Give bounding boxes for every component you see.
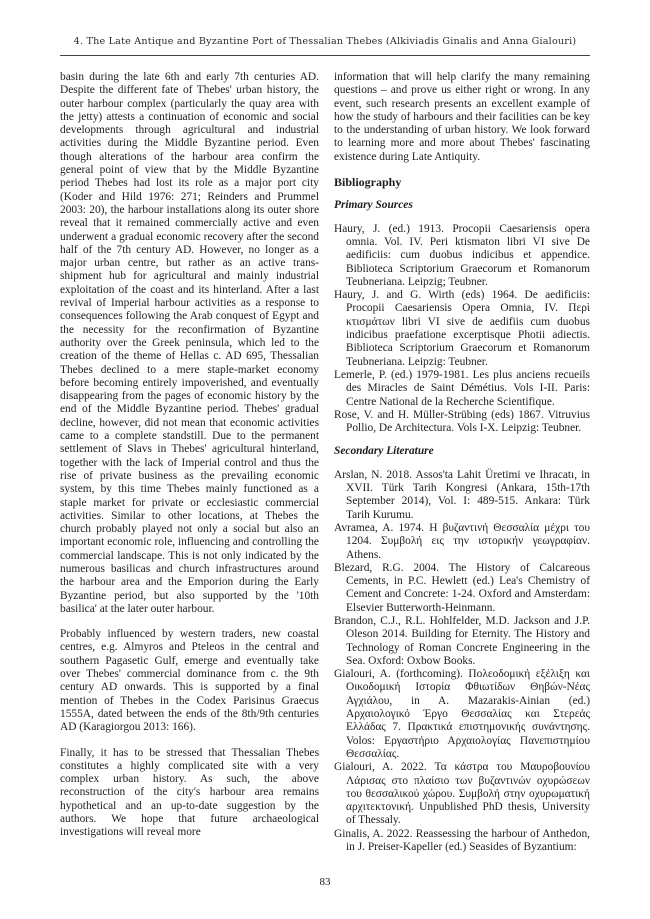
- reference-entry: Avramea, A. 1974. Η βυζαντινή Θεσσαλία μέχρι του 1204. Συμβολή εις την ιστορικήν γεωγραφίαν. Athens.: [334, 521, 590, 561]
- body-paragraph: Finally, it has to be stressed that Thessalian Thebes constitutes a highly complicated site with a very complex urban history. As such, the above reconstruction of the city's harbour area remains hypothetical and an up-to-date suggestion by the authors. We hope that future archaeological investigations will reveal more: [60, 746, 319, 839]
- reference-entry: Arslan, N. 2018. Assos'ta Lahit Üretimi ve Ihracatı, in XVII. Türk Tarih Kongresi (Ankara, 15th-17th September 2014), Vol. I: 489-515. Ankara: Türk Tarih Kurumu.: [334, 468, 590, 521]
- reference-entry: Ginalis, A. 2022. Reassessing the harbour of Anthedon, in J. Preiser-Kapeller (ed.) Seasides of Byzantium:: [334, 827, 590, 854]
- reference-entry: Lemerle, P. (ed.) 1979-1981. Les plus anciens recueils des Miracles de Saint Démétius. Vols I-II. Paris: Centre National de la Recherche Scientifique.: [334, 368, 590, 408]
- running-header: 4. The Late Antique and Byzantine Port of Thessalian Thebes (Alkiviadis Ginalis and Anna Gialouri): [73, 36, 577, 47]
- secondary-literature-heading: Secondary Literature: [334, 445, 434, 458]
- bibliography-heading: Bibliography: [334, 175, 402, 190]
- reference-entry: Haury, J. (ed.) 1913. Procopii Caesariensis opera omnia. Vol. IV. Peri ktismaton libri VI sive De aedificiis: cum duobus indicibus et appendice. Biblioteca Scriptorium Graecorum et Romanorum Teubneriana. Leipzig; Teubner.: [334, 222, 590, 288]
- primary-sources-heading: Primary Sources: [334, 199, 413, 212]
- body-paragraph: information that will help clarify the many remaining questions – and prove us either right or wrong. In any event, such research presents an excellent example of how the study of harbours and their facilities can be key to the understanding of urban history. We look forward to learning more and more about Thebes' fascinating existence during Late Antiquity.: [334, 71, 590, 163]
- page-number: 83: [319, 876, 331, 888]
- left-column: [60, 71, 319, 840]
- secondary-literature-list: [334, 469, 590, 855]
- body-paragraph: basin during the late 6th and early 7th centuries AD. Despite the different fate of Thebes' urban history, the outer harbour complex (particularly the quay area with the jetty) attests a continuation of economic and social developments through agricultural and industrial activities during the Middle Byzantine period. Even though alterations of the harbour area confirm the general point of view that by the Middle Byzantine period Thebes had lost its role as a major port city (Koder and Hild 1976: 271; Reinders and Prummel 2003: 20), the harbour installations along its outer shore reveal that it remained commercially active and even underwent a gradual economic recovery after the second half of the 7th century AD. However, no longer as a major urban centre, but rather as an active trans-shipment hub for agricultural and mainly industrial exploitation of the coast and its hinterland. After a last revival of Imperial harbour activities as a response to consequences following the Arab conquest of Egypt and the necessity for the reconfirmation of Byzantine authority over the Greek peninsula, which led to the creation of the theme of Hellas c. AD 695, Thessalian Thebes declined to a mere staple-market economy before becoming entirely impoverished, and eventually disappearing from the pages of economic history by the end of the Middle Byzantine period. Thebes' gradual decline, however, did not mean that economic activities came to a complete standstill. Due to the permanent settlement of Slavs in Thebes' agricultural hinterland, together with the lack of Imperial control and thus the rise of private business as the prevailing economic system, by this time Thebes mainly functioned as a staple market for private or ecclesiastic commercial activities. Similar to other locations, at Thebes the church probably played not only a social but also an important economic role, influencing and controlling the commercial landscape. This is not only indicated by the numerous basilicas and church infrastructures around the harbour area and the Emporion during the Early Byzantine period, but also supported by the '10th basilica' at the later outer harbour.: [60, 71, 319, 615]
- right-column: [334, 71, 590, 864]
- reference-entry: Gialouri, A. (forthcoming). Πολεοδομική εξέλιξη και Οικοδομική Ιστορία Φθιωτίδων Θηβών-Νέας Αγχιάλου, in A. Mazarakis-Ainian (ed.) Αρχαιολογικό Έργο Θεσσαλίας και Στερεάς Ελλάδας 7. Πρακτικά επιστημονικής συνάντησης. Volos: Εργαστήριο Αρχαιολογίας Πανεπιστημίου Θεσσαλίας.: [334, 668, 590, 760]
- reference-entry: Haury, J. and G. Wirth (eds) 1964. De aedificiis: Procopii Caesariensis Opera Omnia, IV. Περὶ κτισμάτων libri VI sive de aedifiis cum duobus indicibus praefatione excerptisque Photii adiectis. Biblioteca Scriptorium Graecorum et Romanorum Teubneriana. Leipzig: Teubner.: [334, 289, 590, 368]
- body-paragraph: Probably influenced by western traders, new coastal centres, e.g. Almyros and Pteleos in the central and southern Pagasetic Gulf, emerge and eventually take over Thebes' commercial dominance from c. the 9th century AD onwards. This is supported by a final mention of Thebes in the Codex Parisinus Graecus 1555A, dated between the ends of the 8th/9th centuries AD (Karagiorgou 2013: 166).: [60, 628, 319, 734]
- reference-entry: Rose, V. and H. Müller-Strübing (eds) 1867. Vitruvius Pollio, De Architectura. Vols I-X. Leipzig: Teubner.: [334, 408, 590, 435]
- reference-entry: Blezard, R.G. 2004. The History of Calcareous Cements, in P.C. Hewlett (ed.) Lea's Chemistry of Cement and Concrete: 1-24. Oxford and Amsterdam: Elsevier Butterworth-Heinmann.: [334, 561, 590, 614]
- primary-sources-list: [334, 223, 590, 436]
- reference-entry: Brandon, C.J., R.L. Hohlfelder, M.D. Jackson and J.P. Oleson 2014. Building for Eternity. The History and Technology of Roman Concrete Engineering in the Sea. Oxford: Oxbow Books.: [334, 614, 590, 667]
- reference-entry: Gialouri, A. 2022. Τα κάστρα του Μαυροβουνίου Λάρισας στο πλαίσιο των βυζαντινών οχυρώσεων του θεσσαλικού χώρου. Συμβολή στην οχυρωματική αρχιτεκτονική. Unpublished PhD thesis, University of Thessaly.: [334, 761, 590, 827]
- header-rule: [60, 55, 590, 56]
